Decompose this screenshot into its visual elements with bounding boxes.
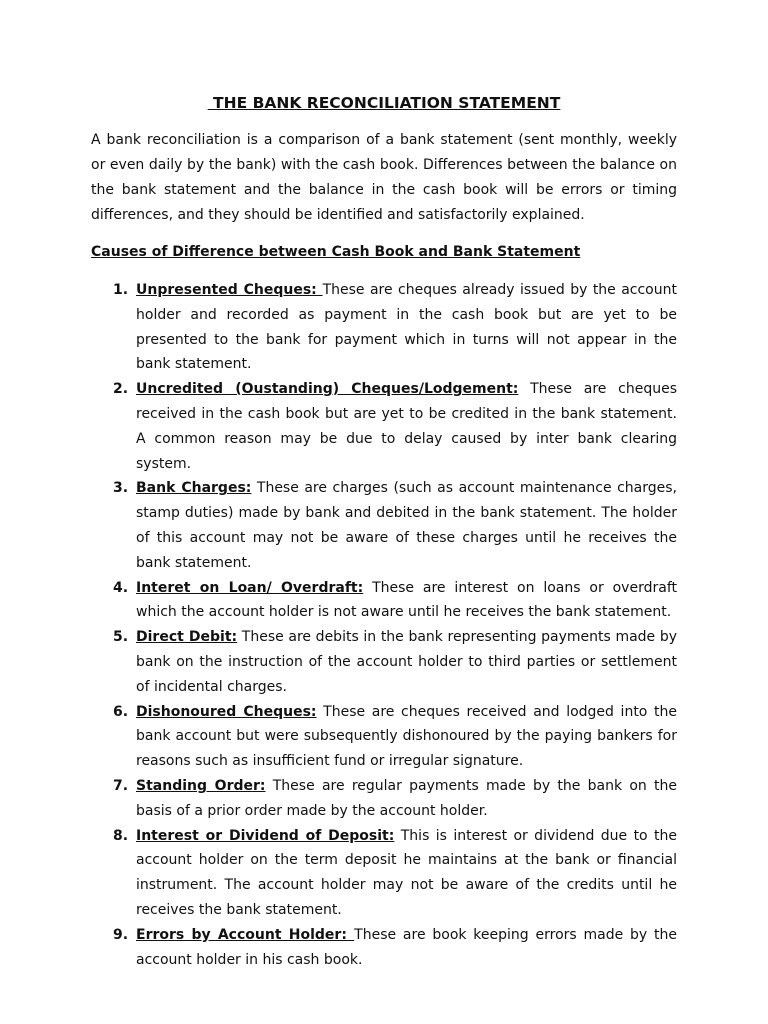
document-title-text: THE BANK RECONCILIATION STATEMENT [207, 94, 561, 112]
list-item-number: 9. [113, 926, 129, 943]
list-item [91, 576, 677, 626]
list-item-text: This is interest or dividend due to the account holder on the term deposit he maintains at the bank or financial instrument. The account holder may not be aware of the credits until he receives the bank statement. [136, 827, 678, 918]
causes-list [91, 278, 677, 972]
list-item-term: Dishonoured Cheques: [136, 703, 317, 720]
list-item-term: Errors by Account Holder: [136, 926, 355, 943]
list-item-number: 4. [113, 579, 129, 596]
list-item-number: 2. [113, 381, 129, 398]
list-item [91, 278, 677, 377]
list-item [91, 700, 677, 774]
list-item [91, 625, 677, 699]
list-item-text: These are book keeping errors made by the account holder in his cash book. [136, 926, 677, 968]
list-item-term: Direct Debit: [136, 629, 238, 646]
list-item-term: Interet on Loan/ Overdraft: [136, 579, 364, 596]
list-item-term: Bank Charges: [136, 480, 252, 497]
list-item-number: 8. [113, 827, 129, 844]
list-item-text: These are cheques already issued by the account holder and recorded as payment in the cash book but are yet to be presented to the bank for payment which in turns will not appear in the bank statement. [136, 282, 677, 373]
list-item-term: Standing Order: [136, 777, 266, 794]
list-item [91, 476, 677, 575]
document-title [91, 92, 677, 114]
list-item-text: These are debits in the bank representing payments made by bank on the instruction of the account holder to third parties or settlement of incidental charges. [136, 629, 677, 695]
list-item-term: Uncredited (Oustanding) Cheques/Lodgement: [136, 381, 519, 398]
list-item-text: These are cheques received and lodged into the bank account but were subsequently dishonoured by the paying bankers for reasons such as insufficient fund or irregular signature. [136, 703, 677, 770]
list-item-term: Unpresented Cheques: [136, 282, 323, 298]
list-item [91, 377, 677, 476]
list-item-text: These are cheques received in the cash book but are yet to be credited in the bank statement. A common reason may be due to delay caused by inter bank clearing system. [136, 381, 677, 472]
list-item-number: 7. [113, 777, 129, 794]
list-item-term: Interest or Dividend of Deposit: [136, 827, 395, 844]
intro-paragraph: A bank reconciliation is a comparison of a bank statement (sent monthly, weekly or even daily by the bank) with the cash book. Differences between the balance on the bank statement and the balance in the cash book will be errors or timing differences, and they should be identified and satisfactorily explained. [91, 132, 677, 223]
list-item-text: These are regular payments made by the bank on the basis of a prior order made by the account holder. [136, 777, 677, 819]
list-item-text: These are interest on loans or overdraft which the account holder is not aware until he receives the bank statement. [136, 579, 677, 621]
list-item-number: 5. [113, 629, 129, 646]
list-item [91, 824, 677, 923]
list-item [91, 923, 677, 973]
list-item-number: 3. [113, 480, 129, 497]
list-item [91, 774, 677, 824]
section-heading: Causes of Difference between Cash Book and Bank Statement [91, 244, 581, 260]
list-item-text: These are charges (such as account maintenance charges, stamp duties) made by bank and debited in the bank statement. The holder of this account may not be aware of these charges until he receives the bank statement. [136, 480, 677, 571]
list-item-number: 1. [113, 282, 129, 298]
list-item-number: 6. [113, 703, 129, 720]
